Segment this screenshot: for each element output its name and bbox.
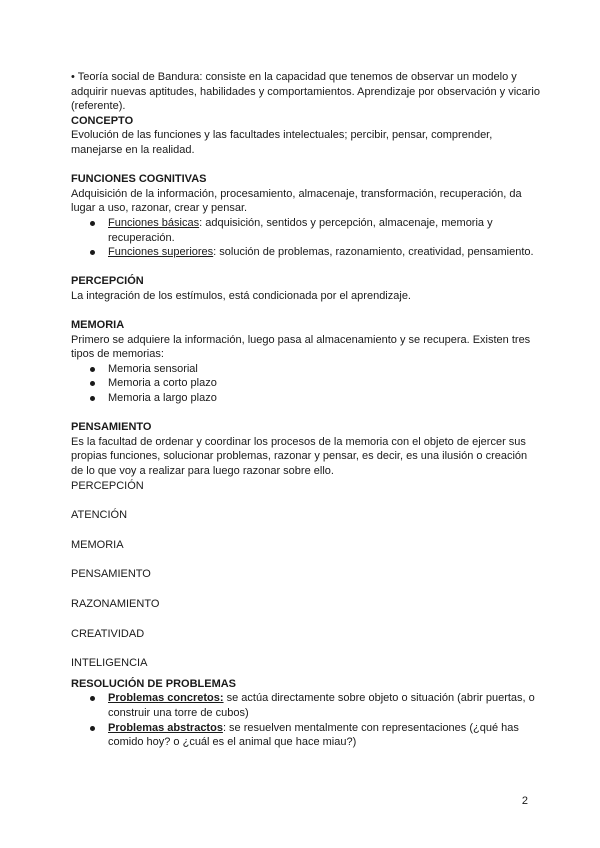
- page-number: 2: [521, 795, 528, 807]
- memoria-text: Primero se adquiere la información, luego pasa al almacenamiento y se recupera. Existen tres tipos de memorias:: [71, 333, 531, 361]
- funciones-superiores-term: Funciones superiores: [108, 246, 214, 259]
- list-item: [71, 721, 541, 750]
- word-percepcion: PERCEPCIÓN: [71, 479, 144, 492]
- funciones-basicas-term: Funciones básicas: [108, 216, 200, 229]
- funciones-text: Adquisición de la información, procesamiento, almacenaje, transformación, recuperación, da lugar a uso, razonar, crear y pensar.: [71, 187, 522, 215]
- pensamiento-text: Es la facultad de ordenar y coordinar los procesos de la memoria con el objeto de ejercer sus propias funciones, solucionar problemas, razonar y pensar, es decir, es una ilusión o creación de lo que voy a realizar para luego razonar sobre ello.: [71, 435, 528, 478]
- document-body: [71, 70, 541, 750]
- intro-paragraph: • Teoría social de Bandura: consiste en la capacidad que tenemos de observar un modelo y adquirir nuevas aptitudes, habilidades y comportamientos. Aprendizaje por observación y vicario (referente).: [71, 71, 540, 113]
- word-pensamiento: PENSAMIENTO: [71, 568, 151, 581]
- funciones-list: [71, 216, 541, 260]
- memoria-heading: MEMORIA: [71, 319, 125, 332]
- pensamiento-heading: PENSAMIENTO: [71, 421, 152, 434]
- word-inteligencia: INTELIGENCIA: [71, 657, 148, 670]
- word-razonamiento: RAZONAMIENTO: [71, 598, 160, 610]
- funciones-superiores-desc: : solución de problemas, razonamiento, creatividad, pensamiento.: [213, 246, 534, 259]
- word-creatividad: CREATIVIDAD: [71, 627, 145, 640]
- memoria-list: [71, 362, 541, 406]
- concepto-heading: CONCEPTO: [71, 114, 134, 127]
- resolucion-heading: RESOLUCIÓN DE PROBLEMAS: [71, 677, 237, 690]
- problemas-concretos-desc: se actúa directamente sobre objeto o situación (abrir puertas, o construir una torre de cubos): [108, 692, 535, 719]
- list-item: Memoria a corto plazo: [71, 376, 541, 391]
- concepto-text: Evolución de las funciones y las facultades intelectuales; percibir, pensar, comprender, manejarse en la realidad.: [71, 129, 493, 156]
- problemas-abstractos-desc: : se resuelven mentalmente con representaciones (¿qué has comido hoy? o ¿cuál es el animal que hace miau?): [108, 721, 519, 749]
- resolucion-list: [71, 691, 541, 749]
- funciones-basicas-desc: : adquisición, sentidos y percepción, almacenaje, memoria y recuperación.: [108, 216, 493, 244]
- word-atencion: ATENCIÓN: [71, 509, 128, 522]
- problemas-abstractos-term: Problemas abstractos: [108, 721, 223, 734]
- percepcion-text: La integración de los estímulos, está condicionada por el aprendizaje.: [71, 289, 411, 302]
- funciones-heading: FUNCIONES COGNITIVAS: [71, 173, 207, 186]
- list-item: [71, 216, 541, 245]
- list-item: [71, 245, 541, 260]
- list-item: [71, 691, 541, 720]
- percepcion-heading: PERCEPCIÓN: [71, 275, 144, 288]
- list-item: Memoria sensorial: [71, 362, 541, 377]
- problemas-concretos-term: Problemas concretos:: [108, 692, 224, 705]
- word-memoria: MEMORIA: [71, 538, 124, 551]
- list-item: Memoria a largo plazo: [71, 391, 541, 406]
